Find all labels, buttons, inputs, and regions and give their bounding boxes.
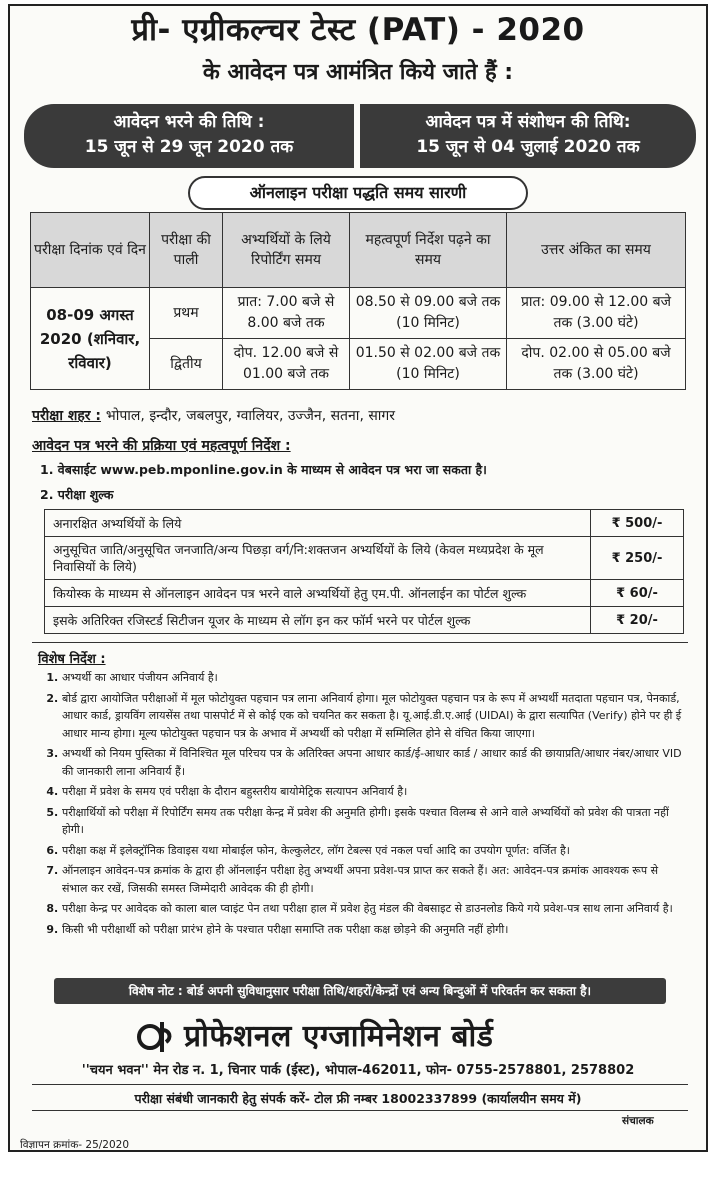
fee-amount: ₹ 250/- xyxy=(591,537,684,580)
reporting-cell: प्रात: 7.00 बजे से 8.00 बजे तक xyxy=(223,288,350,339)
schedule-table xyxy=(30,212,686,390)
answer-time-cell: दोप. 02.00 से 05.00 बजे तक (3.00 घंटे) xyxy=(507,339,686,390)
application-date-label: आवेदन भरने की तिथि : xyxy=(113,112,265,132)
schedule-header: अभ्यर्थियों के लिये रिपोर्टिंग समय xyxy=(223,213,350,288)
organization-address: ''चयन भवन'' मेन रोड न. 1, चिनार पार्क (ईस्ट), भोपाल-462011, फोन- 0755-2578801, 2578802 xyxy=(81,1063,635,1078)
instruction-item: 6. परीक्षा कक्ष में इलेक्ट्रॉनिक डिवाइस यथा मोबाईल फोन, केल्कुलेटर, लॉग टेबल्स एवं नकल पर्चा आदि का उपयोग पूर्णत: वर्जित है। xyxy=(62,842,682,860)
instruction-item: 5. परीक्षार्थियों को परीक्षा में रिपोर्टिंग समय तक परीक्षा केन्द्र में प्रवेश की अनुमति होगी। इसके पश्चात विलम्ब से आने वाले अभ्यर्थियों को प्रवेश की पात्रता नहीं होगी। xyxy=(62,804,682,839)
fee-description: अनारक्षित अभ्यर्थियों के लिये xyxy=(45,510,591,537)
reporting-cell: दोप. 12.00 बजे से 01.00 बजे तक xyxy=(223,339,350,390)
signatory: संचालक xyxy=(622,1115,654,1127)
page-subtitle: के आवेदन पत्र आमंत्रित किये जाते हैं : xyxy=(202,60,514,85)
instruction-item: 8. परीक्षा केन्द्र पर आवेदक को काला बाल प्वाइंट पेन तथा परीक्षा हाल में प्रवेश हेतु मंडल की वेबसाइट से डाउनलोड किये गये प्रवेश-पत्र साथ लाना अनिवार्य है। xyxy=(62,900,682,918)
fee-row xyxy=(45,607,684,634)
schedule-row xyxy=(31,288,686,339)
instruction-item: 7. ऑनलाइन आवेदन-पत्र क्रमांक के द्वारा ही ऑनलाईन परीक्षा हेतु अभ्यर्थी अपना प्रवेश-पत्र प्राप्त कर सकते हैं। अत: आवेदन-पत्र क्रमांक आवश्यक रूप से संभाल कर रखें, जिसकी समस्त जिम्मेदारी आवेदक की ही होगी। xyxy=(62,862,682,897)
instructions-time-cell: 01.50 से 02.00 बजे तक (10 मिनिट) xyxy=(350,339,507,390)
peb-logo-icon xyxy=(136,1018,176,1056)
toll-free-contact: परीक्षा संबंधी जानकारी हेतु संपर्क करें- टोल फ्री नम्बर 18002337899 (कार्यालयीन समय में) xyxy=(134,1091,582,1106)
special-instructions-heading: विशेष निर्देश : xyxy=(38,652,106,667)
advertisement-page xyxy=(8,4,708,1152)
instruction-item: 1. अभ्यर्थी का आधार पंजीयन अनिवार्य है। xyxy=(62,669,682,687)
exam-date-cell: 08-09 अगस्त 2020 (शनिवार, रविवार) xyxy=(31,288,150,390)
shift-cell: द्वितीय xyxy=(150,339,223,390)
instruction-item: 9. किसी भी परीक्षार्थी को परीक्षा प्रारंभ होने के पश्चात परीक्षा समाप्ति तक परीक्षा कक्ष छोड़ने की अनुमति नहीं होगी। xyxy=(62,921,682,939)
fee-description: इसके अतिरिक्त रजिस्टर्ड सिटीजन यूजर के माध्यम से लॉग इन कर फॉर्म भरने पर पोर्टल शुल्क xyxy=(45,607,591,634)
divider xyxy=(32,1110,688,1111)
schedule-header: उत्तर अंकित का समय xyxy=(507,213,686,288)
instructions-list xyxy=(32,669,682,941)
website-instruction: 1. वेबसाईट www.peb.mponline.gov.in के माध्यम से आवेदन पत्र भरा जा सकता है। xyxy=(40,462,487,477)
process-heading: आवेदन पत्र भरने की प्रक्रिया एवं महत्वपूर्ण निर्देश : xyxy=(32,438,291,454)
correction-date-label: आवेदन पत्र में संशोधन की तिथि: xyxy=(425,112,631,132)
shift-cell: प्रथम xyxy=(150,288,223,339)
special-instructions xyxy=(32,642,688,1002)
organization-name: प्रोफेशनल एग्जामिनेशन बोर्ड xyxy=(184,1019,494,1054)
schedule-header: परीक्षा दिनांक एवं दिन xyxy=(31,213,150,288)
application-date-value: 15 जून से 29 जून 2020 तक xyxy=(84,137,294,157)
instruction-item: 4. परीक्षा में प्रवेश के समय एवं परीक्षा के दौरान बहुस्तरीय बायोमेट्रिक सत्यापन अनिवार्य है। xyxy=(62,783,682,801)
instructions-time-cell: 08.50 से 09.00 बजे तक (10 मिनिट) xyxy=(350,288,507,339)
correction-date-value: 15 जून से 04 जुलाई 2020 तक xyxy=(416,137,640,157)
advertisement-number: विज्ञापन क्रमांक- 25/2020 xyxy=(20,1139,130,1151)
schedule-header: परीक्षा की पाली xyxy=(150,213,223,288)
schedule-title: ऑनलाइन परीक्षा पद्धति समय सारणी xyxy=(188,176,528,210)
fee-heading: 2. परीक्षा शुल्क xyxy=(40,487,114,502)
instruction-item: 2. बोर्ड द्वारा आयोजित परीक्षाओं में मूल फोटोयुक्त पहचान पत्र लाना अनिवार्य होगा। मूल फोटोयुक्त पहचान पत्र के रूप में अभ्यर्थी मतदाता पहचान पत्र, पेनकार्ड, आधार कार्ड, ड्रायविंग लायसेंस तथा पासपोर्ट में से कोई एक को चयनित कर सकता है। यू.आई.डी.ए.आई (UIDAI) के द्वारा सत्यापित (Verify) होने पर ही ई आधार मान्य होगा। मूल्य फोटोयुक्त पहचान पत्र के अभाव में अभ्यर्थी को परीक्षा में सम्मिलित होने से वंचित किया जाएगा। xyxy=(62,690,682,743)
divider xyxy=(32,1084,688,1085)
correction-date-box xyxy=(360,104,696,168)
application-date-box xyxy=(24,104,354,168)
schedule-header: महत्वपूर्ण निर्देश पढ़ने का समय xyxy=(350,213,507,288)
schedule-header-row xyxy=(31,213,686,288)
fee-description: अनुसूचित जाति/अनुसूचित जनजाति/अन्य पिछड़ा वर्ग/नि:शक्तजन अभ्यर्थियों के लिये (केवल मध्यप्रदेश के मूल निवासियों के लिये) xyxy=(45,537,591,580)
exam-cities-value: भोपाल, इन्दौर, जबलपुर, ग्वालियर, उज्जैन, सतना, सागर xyxy=(105,408,396,424)
fee-row xyxy=(45,510,684,537)
answer-time-cell: प्रात: 09.00 से 12.00 बजे तक (3.00 घंटे) xyxy=(507,288,686,339)
instruction-item: 3. अभ्यर्थी को नियम पुस्तिका में विनिश्चित मूल परिचय पत्र के अतिरिक्त अपना आधार कार्ड/ई-आधार कार्ड / आधार कार्ड की छायाप्रति/आधार नंबर/आधार VID की जानकारी लाना अनिवार्य हैं। xyxy=(62,745,682,780)
exam-cities-label: परीक्षा शहर : xyxy=(32,408,101,424)
page-title: प्री- एग्रीकल्चर टेस्ट (PAT) - 2020 xyxy=(131,12,585,48)
fee-table xyxy=(44,509,684,634)
fee-description: कियोस्क के माध्यम से ऑनलाइन आवेदन पत्र भरने वाले अभ्यर्थियों हेतु एम.पी. ऑनलाईन का पोर्टल शुल्क xyxy=(45,580,591,607)
fee-row xyxy=(45,537,684,580)
exam-cities xyxy=(32,406,395,425)
fee-amount: ₹ 500/- xyxy=(591,510,684,537)
fee-amount: ₹ 20/- xyxy=(591,607,684,634)
fee-amount: ₹ 60/- xyxy=(591,580,684,607)
special-note: विशेष नोट : बोर्ड अपनी सुविधानुसार परीक्षा तिथि/शहरों/केन्द्रों एवं अन्य बिन्दुओं में परिवर्तन कर सकता है। xyxy=(54,978,666,1004)
fee-row xyxy=(45,580,684,607)
